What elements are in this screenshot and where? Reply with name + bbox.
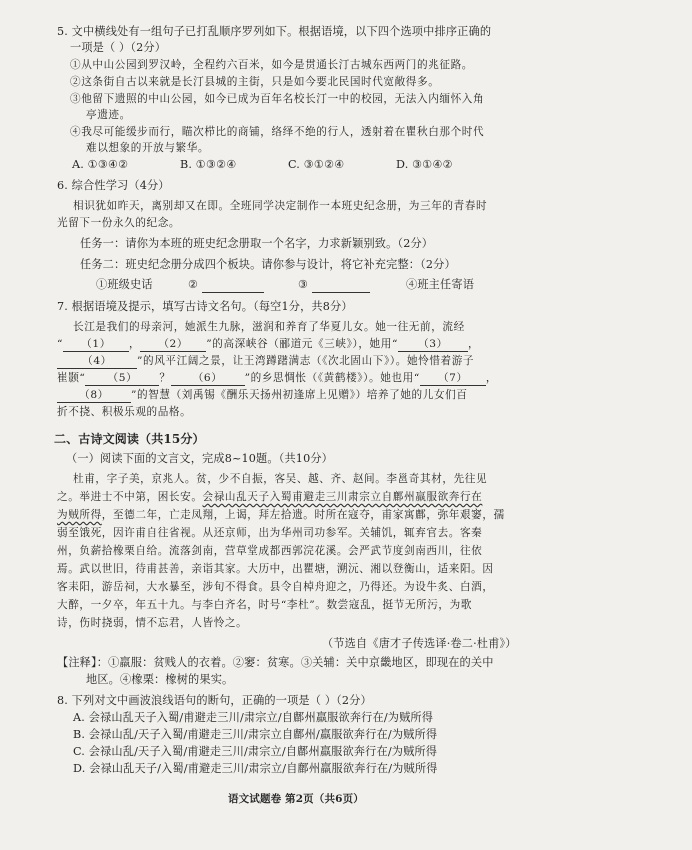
q7-text: ”的风平江阔之景，让王湾蹲躇满志（《次北固山下》）。她怜惜着游子: [137, 355, 475, 367]
notes-line-2: 地区。④橡栗：橡树的果实。: [86, 673, 234, 686]
passage-line-4: 弱至饿死，因许甫自往省视。从还京师，出为华州司功参军。关辅饥，辄弃官去。客秦: [57, 527, 483, 539]
q5-sentence-2: ②这条街自古以来就是长汀县城的主街，只是如今要北民国时代宽敞得多。: [70, 76, 440, 88]
q7-blank-6[interactable]: （6）: [171, 371, 245, 386]
q7-para-line5: [57, 388, 468, 403]
q6-task-1: 任务一：请你为本班的班史纪念册取一个名字，力求新颖别致。（2分）: [80, 237, 434, 250]
page-footer: 语文试题卷 第2页（共6页）: [228, 793, 364, 805]
q6-part-2-blank[interactable]: [202, 278, 264, 293]
q8-option-b[interactable]: B. 会禄山乱/天子入蜀/甫避走三川/肃宗立自鄜州/羸服欲奔行在/为贼所得: [73, 728, 438, 741]
q7-text: “: [57, 338, 64, 350]
passage-line-1: 杜甫，字子美，京兆人。贫，少不自振，客吴、越、齐、赵间。李邕奇其材，先往见: [73, 473, 488, 485]
q7-blank-2[interactable]: （2）: [140, 337, 206, 352]
q7-blank-5[interactable]: （5）: [85, 371, 159, 386]
q8-option-a[interactable]: A. 会禄山乱天子入蜀/甫避走三川/肃宗立/自鄜州羸服欲奔行在/为贼所得: [73, 711, 434, 724]
passage-line-7: 客耒阳，游岳祠，大水暴至，涉旬不得食。县令自棹舟迎之，乃得还。为设牛炙、白酒，: [57, 581, 494, 593]
q5-option-d[interactable]: D. ③①④②: [396, 158, 453, 171]
q5-sentence-4a: ④我尽可能缓步而行，瞄次栉比的商铺，络绎不绝的行人，透射着在瞿秋白那个时代: [70, 126, 485, 138]
q7-text: 崔颢“: [57, 372, 86, 384]
q7-stem: 7. 根据语境及提示，填写古诗文名句。（每空1分，共8分）: [57, 300, 353, 313]
q7-text: ，: [485, 372, 498, 384]
passage-line-9: 诗，伤时挠弱，情不忘君，人皆怜之。: [57, 617, 248, 629]
q7-text: ”的智慧（刘禹锡《酬乐天扬州初逢席上见赠》）培养了她的儿女们百: [131, 389, 468, 401]
q5-option-c[interactable]: C. ③①②④: [288, 158, 345, 171]
q5-sentence-1: ①从中山公园到罗汉岭，全程约六百米，如今是贯通长汀古城东西两门的兆征路。: [70, 59, 473, 71]
q5-sentence-3a: ③他留下遗照的中山公园，如今已成为百年名校长汀一中的校园，无法入内缅怀入角: [70, 93, 485, 105]
q7-para-line6: 折不挠、积极乐观的品格。: [57, 406, 192, 418]
q5-option-b[interactable]: B. ①③②④: [180, 158, 237, 171]
q7-blank-3[interactable]: （3）: [398, 337, 468, 352]
part2-subtitle: （一）阅读下面的文言文，完成8~10题。（共10分）: [66, 452, 334, 465]
q7-para-line4: [57, 371, 497, 386]
q5-option-a[interactable]: A. ①③④②: [72, 158, 129, 171]
passage-plain-text: ，至德二年，亡走凤翔，上谒，拜左拾遗。时所在寇夺，甫家寓鄜，弥年艰窭，孺: [101, 509, 505, 521]
q8-stem: 8. 下列对文中画波浪线语句的断句，正确的一项是（ ）（2分）: [57, 694, 372, 707]
q5-stem-line2: 一项是（ ）（2分）: [70, 41, 167, 54]
q7-text: ？: [159, 372, 171, 384]
q8-option-c[interactable]: C. 会禄山乱/天子入蜀/甫避走三川/肃宗立/自鄜州羸服欲奔行在/为贼所得: [73, 745, 438, 758]
q6-intro-line1: 相识犹如昨天，离别却又在即。全班同学决定制作一本班史纪念册，为三年的青春时: [73, 200, 488, 212]
q6-intro-line2: 光留下一份永久的纪念。: [57, 217, 181, 229]
passage-line-6: 焉。武以世旧，待甫甚善，亲诣其家。大历中，出瞿塘，溯沅、湘以登衡山，适来阳。因: [57, 563, 494, 575]
notes-line-1: 【注释】：①羸服：贫贱人的衣着。②窭：贫寒。③关辅：关中京畿地区，即现在的关中: [57, 656, 494, 669]
q7-para-line3: [57, 354, 474, 369]
q6-part-1: ①班级史话: [96, 278, 153, 291]
q7-text: ，: [129, 338, 141, 350]
passage-line-8: 大醉，一夕卒，年五十九。与李白齐名，时号“李杜”。数尝寇乱，挺节无所污，为歌: [57, 599, 473, 611]
q7-blank-7[interactable]: （7）: [420, 371, 486, 386]
passage-source: （节选自《唐才子传选译·卷二·杜甫》）: [322, 637, 517, 650]
q7-blank-8[interactable]: （8）: [57, 388, 131, 403]
q7-text: ”的乡思惆怅（《黄鹤楼》）。她也用“: [244, 372, 420, 384]
q6-part-4: ④班主任寄语: [406, 278, 475, 291]
q6-part-3: ③: [298, 278, 309, 291]
passage-line-3: [57, 508, 505, 522]
wavy-underlined-sentence-part1: 会禄山乱天子入蜀甫避走三川肃宗立自鄜州羸服欲奔行在: [202, 491, 483, 503]
q6-part-2: ②: [188, 278, 199, 291]
passage-plain-text: 之。举进士不中第，困长安。: [57, 491, 203, 503]
q6-part-3-blank[interactable]: [312, 278, 370, 293]
passage-line-2: [57, 490, 482, 504]
q8-option-d[interactable]: D. 会禄山乱天子/入蜀/甫避走三川/肃宗立/自鄜州羸服欲奔行在/为贼所得: [73, 762, 438, 775]
q5-sentence-4b: 难以想象的开放与繁华。: [86, 142, 210, 154]
q7-para-line1: 长江是我们的母亲河，她派生九脉，滋润和养育了华夏儿女。她一往无前，流经: [73, 321, 465, 333]
q5-sentence-3b: 亭遗迹。: [86, 109, 131, 121]
q7-para-line2: [57, 337, 479, 352]
q7-blank-4[interactable]: （4）: [57, 354, 137, 369]
q6-parts: [96, 278, 474, 293]
q7-text: ，: [467, 338, 480, 350]
q5-stem-line1: 5. 文中横线处有一组句子已打乱顺序罗列如下。根据语境，以下四个选项中排序正确的: [57, 25, 492, 38]
q7-text: ”的高深峡谷（郦道元《三峡》），她用“: [206, 338, 398, 350]
q6-task-2: 任务二：班史纪念册分成四个板块。请你参与设计，将它补充完整：（2分）: [80, 258, 456, 271]
passage-line-5: 州，负薪拾橡栗自给。流落剑南，营草堂成都西郭浣花溪。会严武节度剑南西川，往依: [57, 545, 483, 557]
q5-options: [72, 158, 453, 172]
wavy-underlined-sentence-part2: 为贼所得: [57, 509, 102, 521]
part2-title: 二、古诗文阅读（共15分）: [54, 432, 205, 446]
q7-blank-1[interactable]: （1）: [63, 337, 129, 352]
q6-stem: 6. 综合性学习（4分）: [57, 179, 170, 192]
